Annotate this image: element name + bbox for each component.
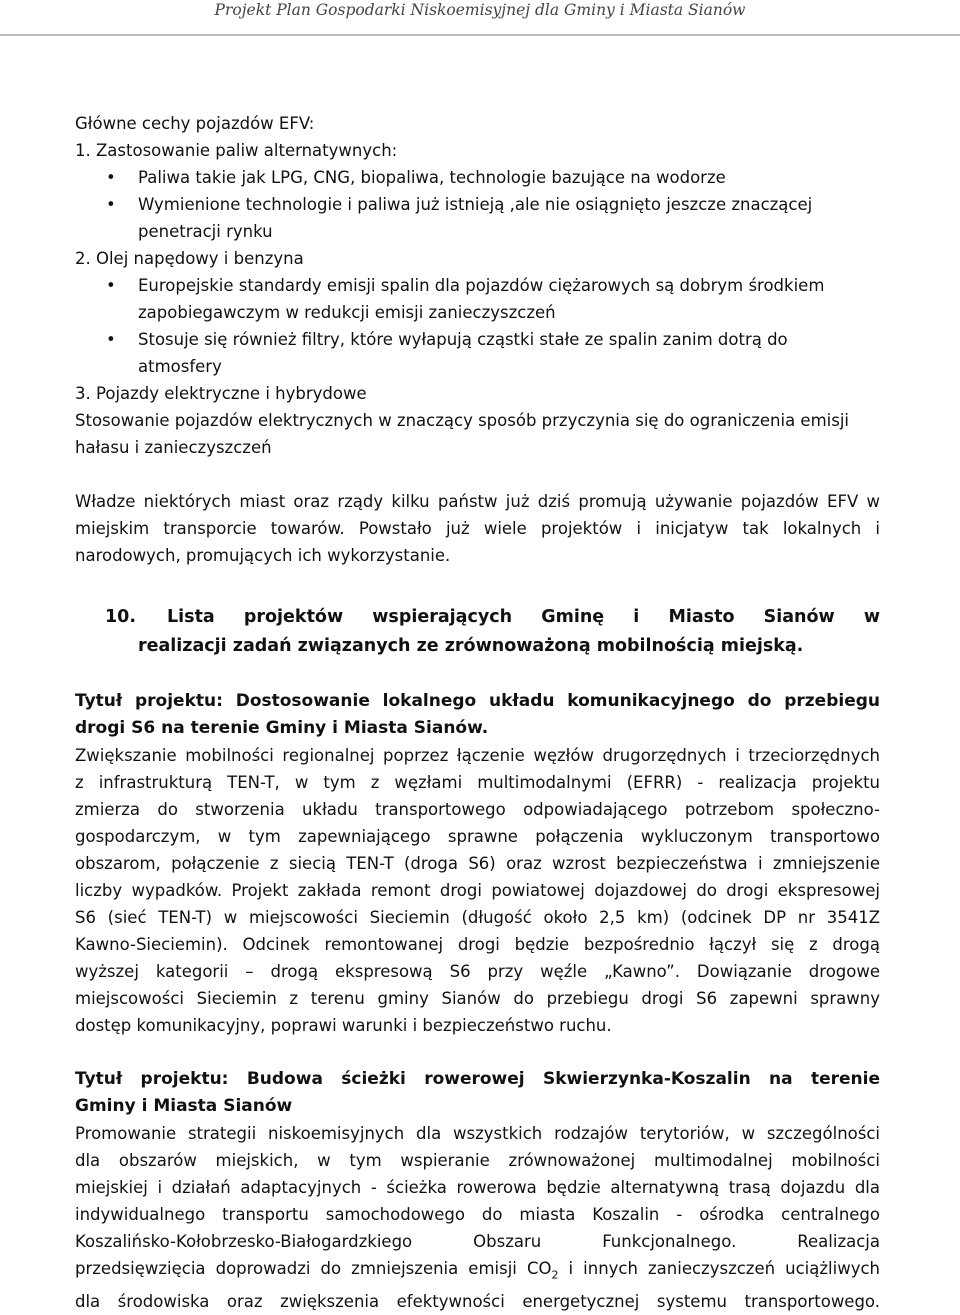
bullet-continuation: zapobiegawczym w redukcji emisji zanieczyszczeń	[138, 303, 556, 322]
list-item-2: 2. Olej napędowy i benzyna	[75, 249, 304, 268]
paragraph-line: Koszalińsko-Kołobrzesko-Białogardzkiego Obszaru Funkcjonalnego. Realizacja	[75, 1232, 880, 1251]
list-item-1: 1. Zastosowanie paliw alternatywnych:	[75, 141, 398, 160]
paragraph-line: S6 (sieć TEN-T) w miejscowości Sieciemin (długość około 2,5 km) (odcinek DP nr 3541Z	[75, 908, 880, 927]
bullet-item: • Stosuje się również filtry, które wyłapują cząstki stałe ze spalin zanim dotrą do	[75, 326, 880, 353]
paragraph-line: z infrastrukturą TEN-T, w tym z węzłami multimodalnymi (EFRR) - realizacja projektu	[75, 773, 880, 792]
section-number: 10.	[105, 607, 137, 627]
project-title: drogi S6 na terenie Gminy i Miasta Sianów.	[75, 718, 489, 738]
project-title: Tytuł projektu: Dostosowanie lokalnego układu komunikacyjnego do przebiegu	[75, 691, 880, 711]
paragraph-line: miejskiej i działań adaptacyjnych - ścieżka rowerowa będzie alternatywną trasą dojazdu dla	[75, 1178, 880, 1197]
project-description	[75, 742, 880, 1012]
section-title-line: realizacji zadań związanych ze zrównoważoną mobilnością miejską.	[138, 636, 804, 656]
paragraph-line: miejskim transporcie towarów. Powstało już wiele projektów i inicjatyw tak lokalnych i	[75, 519, 880, 538]
paragraph-line: Władze niektórych miast oraz rządy kilku państw już dziś promują używanie pojazdów EFV w	[75, 492, 880, 511]
paragraph-line: dla środowiska oraz zwiększenia efektywności energetycznej systemu transportowego.	[75, 1292, 880, 1312]
project-description	[75, 1120, 880, 1255]
paragraph-line: dostęp komunikacyjny, poprawi warunki i bezpieczeństwo ruchu.	[75, 1016, 612, 1035]
paragraph-line: Promowanie strategii niskoemisyjnych dla wszystkich rodzajów terytoriów, w szczególności	[75, 1124, 880, 1143]
co2-text: przedsięwzięcia doprowadzi do zmniejszenia emisji CO	[75, 1259, 552, 1278]
list-item-3: 3. Pojazdy elektryczne i hybrydowe	[75, 384, 367, 403]
bullet-item: • Paliwa takie jak LPG, CNG, biopaliwa, technologie bazujące na wodorze	[75, 164, 880, 191]
intro-heading: Główne cechy pojazdów EFV:	[75, 114, 315, 133]
section-title-line: Lista projektów wspierających Gminę i Miasto Sianów w	[167, 607, 880, 627]
page-header	[0, 0, 960, 36]
paragraph-line: dla obszarów miejskich, w tym wspieranie zrównoważonej multimodalnej mobilności	[75, 1151, 880, 1170]
paragraph-line: indywidualnego transportu samochodowego do miasta Koszalin - ośrodka centralnego	[75, 1205, 880, 1224]
bullet-continuation: penetracji rynku	[138, 222, 273, 241]
paragraph-line: Stosowanie pojazdów elektrycznych w znaczący sposób przyczynia się do ograniczenia emisji	[75, 411, 849, 430]
co2-subscript: 2	[551, 1268, 559, 1282]
paragraph-line: gospodarczym, w tym zapewniającego sprawne połączenia wykluczonym transportowo	[75, 827, 880, 846]
paragraph-line: Kawno-Sieciemin). Odcinek remontowanej drogi będzie bezpośrednio łączył się z drogą	[75, 935, 880, 954]
paragraph-line: narodowych, promujących ich wykorzystanie.	[75, 546, 451, 565]
paragraph-line: zmierza do stworzenia układu transportowego odpowiadającego potrzebom społeczno-	[75, 800, 880, 819]
co2-text: i innych zanieczyszczeń uciążliwych	[558, 1259, 880, 1278]
paragraph-line: liczby wypadków. Projekt zakłada remont drogi powiatowej dojazdowej do drogi ekspresowej	[75, 881, 880, 900]
header-title: Projekt Plan Gospodarki Niskoemisyjnej dla Gminy i Miasta Sianów	[214, 1, 746, 19]
paragraph-line	[75, 1255, 880, 1288]
bullet-item: • Europejskie standardy emisji spalin dla pojazdów ciężarowych są dobrym środkiem	[75, 272, 880, 299]
project-title: Gminy i Miasta Sianów	[75, 1096, 293, 1116]
paragraph-line: miejscowości Sieciemin z terenu gminy Sianów do przebiegu drogi S6 zapewni sprawny	[75, 989, 880, 1008]
paragraph-line: wyższej kategorii – drogą ekspresową S6 przy węźle „Kawno”. Dowiązanie drogowe	[75, 962, 880, 981]
paragraph-line: Zwiększanie mobilności regionalnej poprzez łączenie węzłów drugorzędnych i trzeciorzędnych	[75, 746, 880, 765]
paragraph-line: hałasu i zanieczyszczeń	[75, 438, 272, 457]
project-title: Tytuł projektu: Budowa ścieżki rowerowej Skwierzynka-Koszalin na terenie	[75, 1069, 880, 1089]
document-body	[75, 110, 880, 1315]
paragraph-line: obszarom, połączenie z siecią TEN-T (droga S6) oraz wzrost bezpieczeństwa i zmniejszenie	[75, 854, 880, 873]
bullet-continuation: atmosfery	[138, 357, 222, 376]
bullet-item: • Wymienione technologie i paliwa już istnieją ,ale nie osiągnięto jeszcze znaczącej	[75, 191, 880, 218]
section-heading	[75, 603, 880, 632]
